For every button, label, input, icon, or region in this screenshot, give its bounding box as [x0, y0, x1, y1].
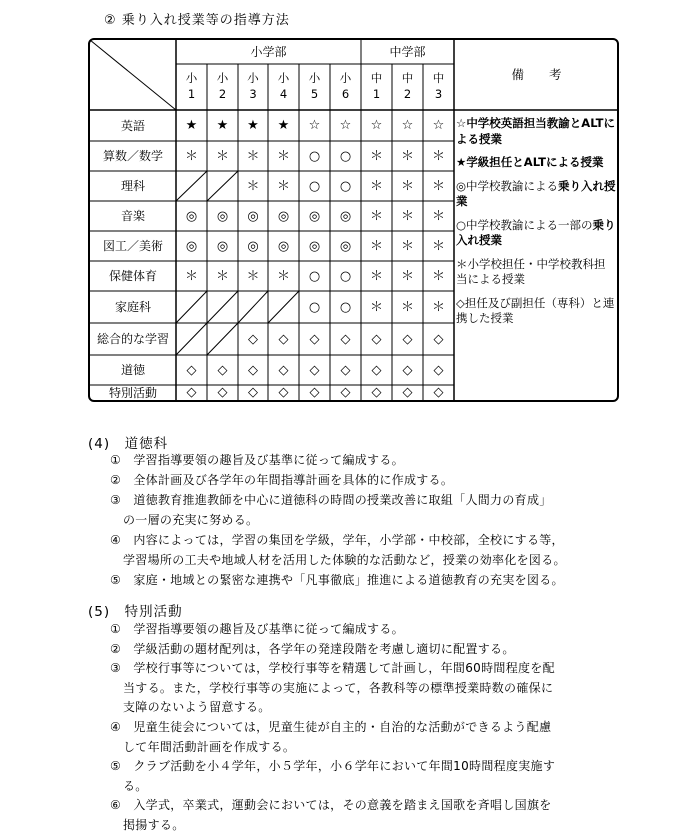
method-symbol: ＊ [431, 178, 445, 194]
list-item: ③ 学校行事等については，学校行事等を精選して計画し，年間60時間程度を配 [110, 661, 555, 676]
section-5-title: (5) 特別活動 [88, 604, 183, 620]
section-heading: ② 乗り入れ授業等の指導方法 [104, 13, 290, 28]
method-symbol: ◇ [186, 385, 197, 400]
method-symbol: ☆ [432, 118, 445, 133]
method-symbol: ◇ [309, 331, 320, 347]
list-item: して年間活動計画を作成する。 [123, 739, 296, 754]
method-symbol: ◎ [308, 238, 321, 254]
grade-number: 2 [218, 87, 227, 101]
remark-item: ★学級担任とALTによる授業 [456, 155, 604, 169]
grade-header [299, 70, 330, 102]
method-symbol: ○ [339, 148, 352, 164]
grade-header [207, 70, 238, 102]
list-item: ⑥ 入学式，卒業式，運動会においては，その意義を踏まえ国歌を斉唱し国旗を [110, 798, 552, 813]
method-symbol: ＊ [246, 178, 260, 194]
method-symbol: ◇ [402, 385, 413, 400]
method-symbol: ◇ [371, 331, 382, 347]
method-symbol: ◎ [216, 238, 229, 254]
group-header-junior: 中学部 [389, 45, 426, 59]
method-symbol: ☆ [370, 118, 383, 133]
method-symbol: ◇ [309, 385, 320, 400]
method-symbol: ★ [216, 118, 229, 133]
method-symbol: ＊ [369, 178, 383, 194]
method-symbol: ◇ [340, 385, 351, 400]
method-symbol: ＊ [400, 208, 414, 224]
method-symbol: ○ [308, 268, 321, 284]
method-symbol: ○ [308, 148, 321, 164]
method-symbol: ◇ [402, 331, 413, 347]
method-symbol: ◇ [248, 385, 258, 400]
method-symbol: ＊ [246, 268, 260, 284]
method-symbol: ＊ [369, 238, 383, 254]
method-symbol: ＊ [400, 268, 414, 284]
method-symbol: ○ [339, 299, 352, 315]
method-symbol: ◇ [278, 385, 289, 400]
method-symbol: ○ [308, 299, 321, 315]
subject-label: 家庭科 [114, 300, 151, 314]
list-item: 当する。また，学校行事等の実施によって，各教科等の標準授業時数の確保に [123, 680, 554, 695]
method-symbol: ◇ [402, 362, 413, 378]
method-symbol: ＊ [431, 238, 445, 254]
list-item: ③ 道徳教育推進教師を中心に道徳科の時間の授業改善に取組「人間力の育成」 [110, 493, 552, 507]
group-header-elementary: 小学部 [250, 45, 287, 59]
list-item: ① 学習指導要領の趣旨及び基準に従って編成する。 [110, 622, 404, 636]
subject-label: 特別活動 [108, 385, 157, 400]
list-item: ④ 内容によっては，学習の集団を学級，学年，小学部・中校部，全校にする等， [110, 533, 564, 547]
method-symbol: ＊ [369, 148, 383, 164]
subject-label: 図工／美術 [102, 239, 163, 253]
method-symbol: ◇ [278, 362, 289, 378]
method-symbol: ＊ [215, 268, 229, 284]
method-symbol: ◇ [217, 362, 228, 378]
method-symbol: ＊ [369, 208, 383, 224]
grade-level: 小 [185, 71, 198, 85]
remark-item: ○中学校教諭による一部の乗り入れ授業 [456, 217, 616, 247]
grade-level: 小 [247, 71, 259, 85]
list-item: 学習場所の工夫や地域人材を活用した体験的な活動など，授業の効率化を図る。 [123, 553, 566, 567]
na-slash [268, 291, 299, 323]
method-symbol: ◇ [248, 362, 258, 378]
method-symbol: ＊ [431, 148, 445, 164]
remark-item: ◎中学校教諭による乗り入れ授業 [456, 178, 616, 208]
method-symbol: ★ [247, 118, 259, 133]
grade-level: 中 [432, 71, 445, 85]
grade-number: 4 [279, 87, 288, 101]
list-item: 支障のないよう留意する。 [123, 700, 271, 715]
method-symbol: ◇ [186, 362, 197, 378]
method-symbol: ◇ [433, 331, 444, 347]
method-symbol: ◎ [339, 208, 352, 224]
method-symbol: ◎ [185, 208, 198, 224]
method-symbol: ＊ [184, 148, 198, 164]
grade-header [238, 70, 268, 102]
subject-label: 理科 [120, 179, 145, 193]
method-symbol: ◎ [277, 238, 290, 254]
list-item: ⑤ 家庭・地域との緊密な連携や「凡事徹底」推進による道徳教育の充実を図る。 [110, 573, 564, 587]
section-4-title: (4) 道徳科 [88, 436, 169, 452]
method-symbol: ★ [277, 118, 290, 133]
na-slash [238, 291, 268, 323]
method-symbol: ☆ [308, 118, 321, 133]
remark-item: ◇担任及び副担任（専科）と連携した授業 [456, 295, 615, 325]
remarks-notes [456, 116, 616, 335]
grade-level: 中 [401, 71, 414, 85]
list-item: 掲揚する。 [123, 818, 185, 832]
grade-header [176, 70, 207, 102]
grade-level: 中 [370, 71, 383, 85]
grade-header [268, 70, 299, 102]
method-symbol: ＊ [276, 148, 290, 164]
method-symbol: ◇ [433, 362, 444, 378]
method-symbol: ◇ [433, 385, 444, 400]
grade-number: 2 [403, 87, 412, 101]
teaching-method-table [88, 38, 619, 402]
method-symbol: ◎ [277, 208, 290, 224]
method-symbol: ★ [185, 118, 198, 133]
method-symbol: ◎ [339, 238, 352, 254]
grade-header [330, 70, 361, 102]
subject-label: 英語 [120, 118, 145, 133]
remark-item: ＊小学校担任・中学校教科担当による授業 [456, 256, 606, 286]
na-slash [207, 171, 238, 201]
method-symbol: ◎ [308, 208, 321, 224]
remark-item: ☆中学校英語担当教諭とALTによる授業 [456, 116, 615, 146]
method-symbol: ◇ [340, 362, 351, 378]
method-symbol: ＊ [431, 268, 445, 284]
method-symbol: ◎ [247, 238, 259, 254]
grade-level: 小 [216, 71, 229, 85]
method-symbol: ＊ [369, 299, 383, 315]
subject-label: 音楽 [120, 209, 145, 223]
method-symbol: ＊ [400, 299, 414, 315]
method-symbol: ◇ [217, 385, 228, 400]
subject-label: 算数／数学 [102, 149, 163, 163]
method-symbol: ＊ [431, 208, 445, 224]
method-symbol: ◇ [278, 331, 289, 347]
method-symbol: ◇ [371, 362, 382, 378]
method-symbol: ◇ [371, 385, 382, 400]
method-symbol: ◎ [247, 208, 259, 224]
grade-level: 小 [339, 71, 352, 85]
list-item: ② 学級活動の題材配列は，各学年の発達段階を考慮し適切に配置する。 [110, 641, 515, 656]
method-symbol: ◇ [248, 331, 258, 347]
method-symbol: ☆ [339, 118, 352, 133]
grade-number: 5 [310, 87, 319, 101]
method-symbol: ◇ [309, 362, 320, 378]
list-item: ① 学習指導要領の趣旨及び基準に従って編成する。 [110, 453, 404, 467]
grade-level: 小 [308, 71, 321, 85]
na-slash [176, 171, 207, 201]
na-slash [207, 323, 238, 355]
method-symbol: ＊ [276, 268, 290, 284]
method-symbol: ◎ [216, 208, 229, 224]
list-item: る。 [123, 778, 148, 793]
method-symbol: ＊ [246, 148, 260, 164]
list-item: ④ 児童生徒会については，児童生徒が自主的・自治的な活動ができるよう配慮 [110, 720, 552, 734]
list-item: ⑤ クラブ活動を小４学年，小５学年，小６学年において年間10時間程度実施す [110, 759, 556, 774]
method-symbol: ＊ [276, 178, 290, 194]
grade-number: 1 [187, 87, 196, 101]
method-symbol: ☆ [401, 118, 414, 133]
grade-number: 3 [434, 87, 443, 101]
grade-header [423, 70, 454, 102]
method-symbol: ○ [308, 178, 321, 194]
method-symbol: ＊ [431, 299, 445, 315]
grade-header [361, 70, 392, 102]
grade-number: 6 [341, 87, 350, 101]
na-slash [176, 291, 207, 323]
method-symbol: ◇ [340, 331, 351, 347]
method-symbol: ＊ [215, 148, 229, 164]
subject-label: 総合的な学習 [96, 332, 169, 346]
remarks-header: 備 考 [511, 66, 562, 82]
grade-number: 3 [249, 87, 257, 101]
method-symbol: ＊ [369, 268, 383, 284]
method-symbol: ＊ [400, 238, 414, 254]
list-item: の一層の充実に努める。 [123, 513, 259, 527]
grade-header [392, 70, 423, 102]
header-diagonal [90, 40, 176, 110]
grade-number: 1 [372, 87, 381, 101]
grade-level: 小 [277, 71, 290, 85]
na-slash [176, 323, 207, 355]
subject-label: 保健体育 [108, 269, 157, 283]
method-symbol: ◎ [185, 238, 198, 254]
method-symbol: ○ [339, 268, 352, 284]
method-symbol: ＊ [400, 148, 414, 164]
method-symbol: ＊ [184, 268, 198, 284]
na-slash [207, 291, 238, 323]
method-symbol: ＊ [400, 178, 414, 194]
method-symbol: ○ [339, 178, 352, 194]
subject-label: 道徳 [120, 363, 145, 377]
list-item: ② 全体計画及び各学年の年間指導計画を具体的に作成する。 [110, 473, 454, 487]
